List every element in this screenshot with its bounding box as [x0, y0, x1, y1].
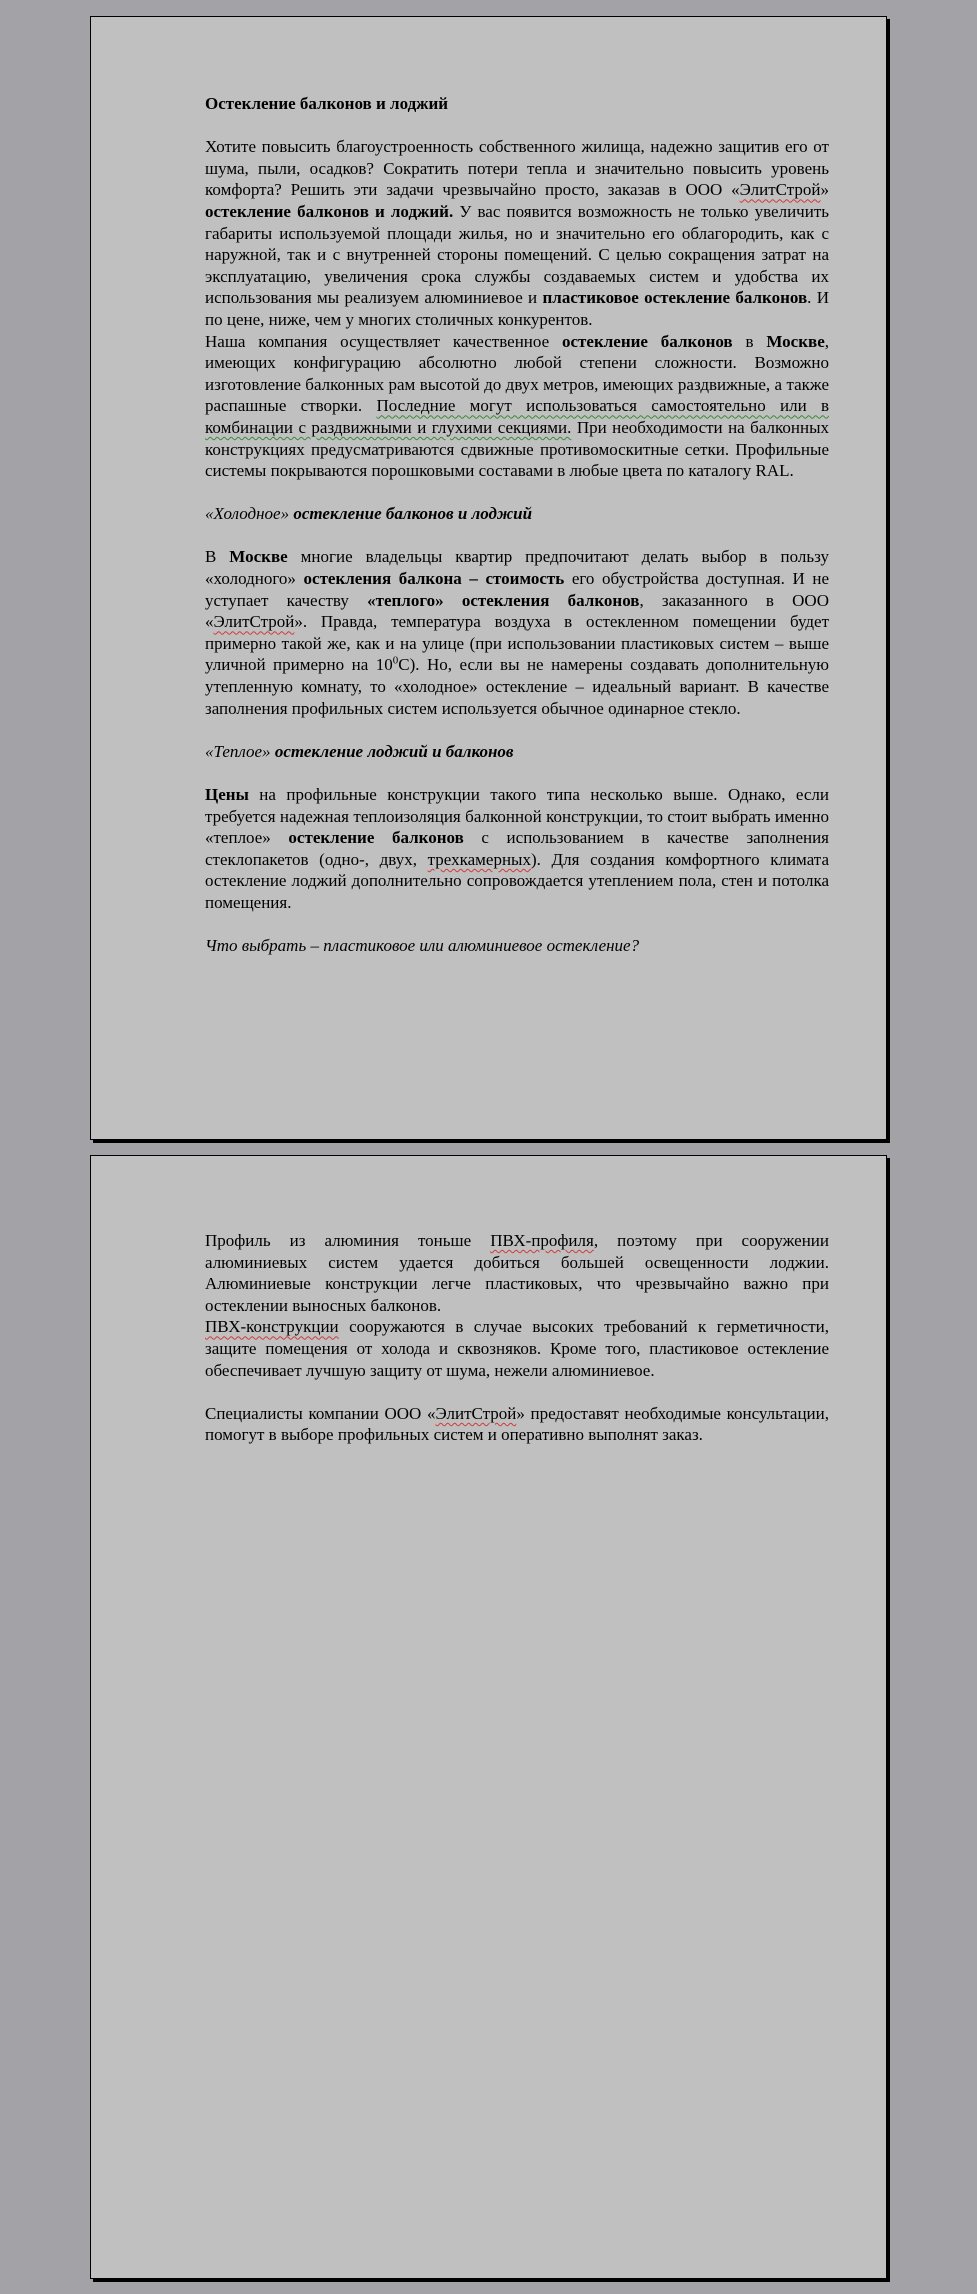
- text-run: «Теплое»: [205, 741, 275, 761]
- misspelled-word: ПВХ-конструкции: [205, 1317, 339, 1337]
- text-run: С). Но, если вы не намерены создавать дополнительную утепленную комнату, то «холодное» остекление – идеальный вариант. В качестве заполнения профильных систем используется обычное одинарное стекло.: [205, 655, 829, 718]
- bold-text: «теплого» остекления балконов: [367, 590, 640, 610]
- text-run: Наша компания осуществляет качественное: [205, 331, 562, 351]
- text-run: ). Для создания комфортного климата остекление лоджий дополнительно сопровождается утеплением пола, стен и потолка помещения.: [205, 849, 829, 912]
- text-run: его обустройства доступная. И не уступает качеству: [205, 569, 829, 610]
- bold-text: остекление балконов и лоджий.: [205, 201, 454, 221]
- text-run: многие владельцы квартир предпочитают делать выбор в пользу «холодного»: [205, 547, 829, 589]
- text-run: ». Правда, температура воздуха в остекленном помещении будет примерно такой же, как и на улице (при использовании пластиковых систем – выше уличной примерно на 10: [205, 612, 829, 675]
- warm-glazing-heading: [205, 741, 829, 763]
- text-run: в: [732, 331, 767, 351]
- text-run: При необходимости на балконных конструкциях предусматриваются сдвижные противомоскитные сетки. Профильные системы покрываются порошковыми составами в любые цвета по каталогу RAL.: [205, 417, 829, 481]
- bold-text: остекление балконов: [288, 828, 464, 848]
- text-run: Профиль из алюминия тоньше: [205, 1231, 491, 1250]
- misspelled-word: ЭлитСтрой: [213, 612, 295, 632]
- bold-text: Москве: [229, 547, 288, 567]
- document-title: Остекление балконов и лоджий: [205, 94, 449, 113]
- warm-glazing-paragraph: [205, 784, 829, 914]
- comparison-question-heading: Что выбрать – пластиковое или алюминиевое остекление?: [205, 936, 640, 956]
- document-page-2: [90, 1155, 887, 2279]
- bold-text: Москве: [766, 331, 825, 351]
- bold-text: пластиковое остекление балконов: [542, 288, 808, 308]
- intro-paragraph: [205, 136, 829, 330]
- text-run: » предоставят необходимые консультации, помогут в выборе профильных систем и оперативно выполнят заказ.: [205, 1403, 829, 1445]
- misspelled-word: трехкамерных: [427, 849, 531, 869]
- superscript: 0: [392, 654, 399, 667]
- page-2-text: [205, 1230, 829, 1446]
- bold-text: остекления балкона – стоимость: [303, 569, 565, 589]
- misspelled-word: ЭлитСтрой: [739, 180, 821, 200]
- page-1-text: [205, 93, 829, 957]
- closing-paragraph: [205, 1403, 829, 1446]
- company-paragraph: [205, 331, 829, 482]
- bold-text: остекление балконов и лоджий: [293, 504, 533, 524]
- pvc-paragraph: [205, 1316, 829, 1381]
- text-run: Специалисты компании ООО «: [205, 1403, 436, 1423]
- grammar-flagged-sentence: Последние могут использоваться самостоятельно или в комбинации с раздвижными и глухими секциями.: [205, 396, 829, 437]
- text-run: . И по цене, ниже, чем у многих столичных конкурентов.: [205, 288, 830, 329]
- text-run: , имеющих конфигурацию абсолютно любой степени сложности. Возможно изготовление балконных рам высотой до двух метров, имеющих раздвижные, а также распашные створки.: [205, 331, 829, 416]
- aluminum-paragraph: [205, 1230, 829, 1316]
- text-run: , поэтому при сооружении алюминиевых систем удается добиться большей освещенности лоджии. Алюминиевые конструкции легче пластиковых, что чрезвычайно важно при остеклении выносных балконов.: [205, 1231, 830, 1315]
- cold-glazing-heading: [205, 503, 829, 525]
- bold-text: остекление лоджий и балконов: [274, 741, 514, 761]
- text-run: В: [205, 547, 230, 567]
- text-run: «Холодное»: [205, 504, 294, 524]
- text-run: на профильные конструкции такого типа несколько выше. Однако, если требуется надежная теплоизоляция балконной конструкции, то стоит выбрать именно «теплое»: [205, 785, 829, 848]
- text-run: Хотите повысить благоустроенность собственного жилища, надежно защитив его от шума, пыли, осадков? Сократить потери тепла и значительно повысить уровень комфорта? Решить эти задачи чрезвычайно просто, заказав в ООО «: [205, 137, 829, 200]
- bold-text: остекление балконов: [562, 331, 733, 351]
- misspelled-word: ЭлитСтрой: [435, 1403, 517, 1423]
- bold-text: Цены: [205, 785, 249, 804]
- cold-glazing-paragraph: [205, 546, 829, 719]
- document-page-1: [90, 16, 887, 1140]
- text-run: »: [820, 180, 829, 200]
- text-run: сооружаются в случае высоких требований к герметичности, защите помещения от холода и сквозняков. Кроме того, пластиковое остекление обеспечивает лучшую защиту от шума, нежели алюминиевое.: [205, 1317, 829, 1380]
- text-run: , заказанного в ООО «: [205, 590, 829, 632]
- text-run: с использованием в качестве заполнения стеклопакетов (одно-, двух,: [205, 828, 830, 869]
- misspelled-word: ПВХ-профиля: [490, 1231, 594, 1250]
- text-run: У вас появится возможность не только увеличить габариты используемой площади жилья, но и значительно его облагородить, как с наружной, так и с внутренней стороны помещений. С целью сокращения затрат на эксплуатацию, увеличения срока службы создаваемых систем и удобства их использования мы реализуем алюминиевое и: [205, 201, 829, 308]
